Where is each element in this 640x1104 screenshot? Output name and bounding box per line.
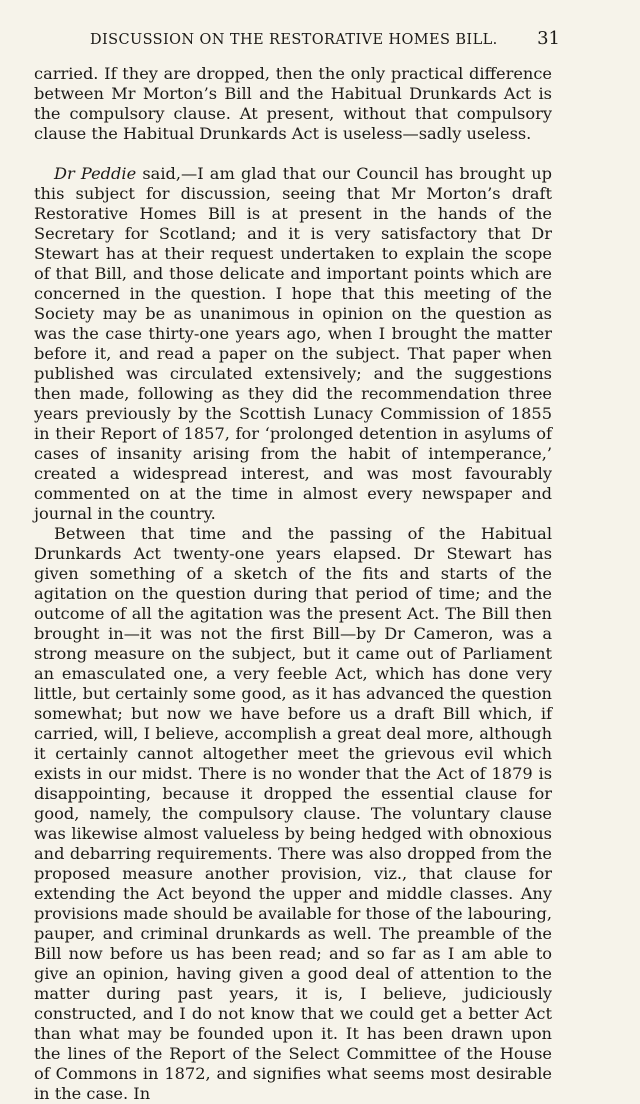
paragraph-history: Between that time and the passing of the Habitual Drunkards Act twenty-one years elapsed. Dr Stewart has given something of a sketch of the fits and starts of the agitation on the question during that period of time; and the outcome of all the agitation was the present Act. The Bill then brought in—it was not the first Bill—by Dr Cameron, was a strong measure on the subject, but it came out of Parliament an emasculated one, a very feeble Act, which has done very little, but certainly some good, as it has advanced the question somewhat; but now we have before us a draft Bill which, if carried, will, I believe, accomplish a great deal more, although it certainly cannot altogether meet the grievous evil which exists in our midst. There is no wonder that the Act of 1879 is disappointing, because it dropped the essential clause for good, namely, the compulsory clause. The voluntary clause was likewise almost valueless by being hedged with obnoxious and debarring requirements. There was also dropped from the proposed measure another provision, viz., that clause for extending the Act beyond the upper and middle classes. Any provisions made should be available for those of the labouring, pauper, and criminal drunkards as well. The preamble of the Bill now before us has been read; and so far as I am able to give an opinion, having given a good deal of attention to the matter during past years, it is, I believe, judiciously constructed, and I do not know that we could get a better Act than what may be founded upon it. It has been drawn upon the lines of the Report of the Select Committee of the House of Commons in 1872, and signifies what seems most desirable in the case. In [34,524,552,1103]
running-title: DISCUSSION ON THE RESTORATIVE HOMES BILL. [90,32,498,48]
speaker-name: Dr Peddie [54,164,137,183]
running-header [90,28,560,49]
paragraph-continuation: carried. If they are dropped, then the only practical difference between Mr Morton’s Bill and the Habitual Drunkards Act is the compulsory clause. At present, without that compulsory clause the Habitual Drunkards Act is useless—sadly useless. [34,64,552,143]
page-number: 31 [537,28,560,49]
paragraph-text: said,—I am glad that our Council has brought up this subject for discussion, seeing that Mr Morton’s draft Restorative Homes Bill is at present in the hands of the Secretary for Scotland; and it is very satisfactory that Dr Stewart has at their request undertaken to explain the scope of that Bill, and those delicate and important points which are concerned in the question. I hope that this meeting of the Society may be as unanimous in opinion on the question as was the case thirty-one years ago, when I brought the matter before it, and read a paper on the subject. That paper when published was circulated extensively; and the suggestions then made, following as they did the recommendation three years previously by the Scottish Lunacy Commission of 1855 in their Report of 1857, for ‘prolonged detention in asylums of cases of insanity arising from the habit of intemperance,’ created a widespread interest, and was most favourably commented on at the time in almost every newspaper and journal in the country. [34,164,552,523]
body-text [34,64,552,1104]
paragraph-dr-peddie [34,164,552,524]
